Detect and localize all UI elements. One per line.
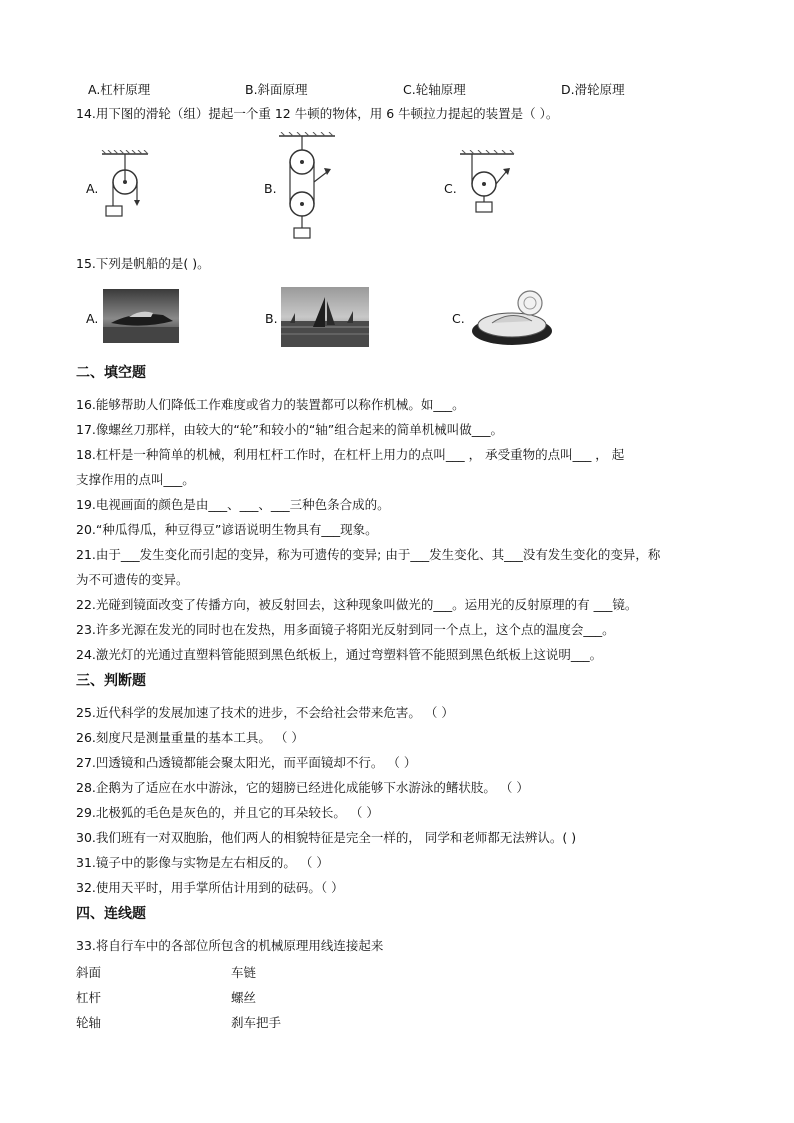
q13-option-d: D.滑轮原理 xyxy=(561,82,625,97)
match-left-item: 斜面 xyxy=(76,965,102,980)
q17-text: 17.像螺丝刀那样，由较大的“轮”和较小的“轴”组合起来的简单机械叫做___。 xyxy=(76,422,504,437)
q31-text: 31.镜子中的影像与实物是左右相反的。 （ ） xyxy=(76,855,329,870)
q14-option-a-label: A. xyxy=(86,181,99,196)
q13-option-b: B.斜面原理 xyxy=(245,82,308,97)
q20-text: 20.“种瓜得瓜，种豆得豆”谚语说明生物具有___现象。 xyxy=(76,522,378,537)
match-left-item: 轮轴 xyxy=(76,1015,102,1030)
q29-text: 29.北极狐的毛色是灰色的，并且它的耳朵较长。 （ ） xyxy=(76,805,379,820)
q33-text: 33.将自行车中的各部位所包含的机械原理用线连接起来 xyxy=(76,938,384,953)
q24-text: 24.激光灯的光通过直塑料管能照到黑色纸板上，通过弯塑料管不能照到黑色纸板上这说明___。 xyxy=(76,647,603,662)
q21-text-line1: 21.由于___发生变化而引起的变异，称为可遗传的变异; 由于___发生变化、其___没有发生变化的变异，称 xyxy=(76,547,661,562)
q18-text-line2: 支撑作用的点叫___。 xyxy=(76,472,195,487)
q32-text: 32.使用天平时，用手掌所估计用到的砝码。（ ） xyxy=(76,880,344,895)
hovercraft-photo xyxy=(470,283,556,351)
q13-option-a: A.杠杆原理 xyxy=(88,82,151,97)
pulley-block-diagram-b xyxy=(277,132,337,242)
section-4-heading: 四、连线题 xyxy=(76,906,146,922)
q18-text-line1: 18.杠杆是一种简单的机械，利用杠杆工作时，在杠杆上用力的点叫___ ， 承受重物的点叫___ ， 起 xyxy=(76,447,625,462)
q16-text: 16.能够帮助人们降低工作难度或省力的装置都可以称作机械。如___。 xyxy=(76,397,465,412)
match-right-item: 车链 xyxy=(231,965,257,980)
speedboat-photo xyxy=(103,289,179,343)
q19-text: 19.电视画面的颜色是由___、___、___三种色条合成的。 xyxy=(76,497,390,512)
q30-text: 30.我们班有一对双胞胎，他们两人的相貌特征是完全一样的， 同学和老师都无法辨认。( ) xyxy=(76,830,577,845)
q25-text: 25.近代科学的发展加速了技术的进步，不会给社会带来危害。 （ ） xyxy=(76,705,454,720)
q13-option-c: C.轮轴原理 xyxy=(403,82,466,97)
match-right-item: 刹车把手 xyxy=(231,1015,282,1030)
q15-text: 15.下列是帆船的是( )。 xyxy=(76,256,210,271)
q14-option-b-label: B. xyxy=(264,181,277,196)
q14-option-c-label: C. xyxy=(444,181,457,196)
match-right-item: 螺丝 xyxy=(231,990,257,1005)
q28-text: 28.企鹅为了适应在水中游泳，它的翅膀已经进化成能够下水游泳的鳍状肢。 （ ） xyxy=(76,780,529,795)
sailboat-photo xyxy=(281,287,369,347)
pulley-movable-diagram-c xyxy=(458,150,516,218)
q27-text: 27.凹透镜和凸透镜都能会聚太阳光，而平面镜却不行。 （ ） xyxy=(76,755,417,770)
q15-option-c-label: C. xyxy=(452,311,465,326)
match-left-item: 杠杆 xyxy=(76,990,102,1005)
section-3-heading: 三、判断题 xyxy=(76,673,146,689)
section-2-heading: 二、填空题 xyxy=(76,365,146,381)
q26-text: 26.刻度尺是测量重量的基本工具。 （ ） xyxy=(76,730,304,745)
q21-text-line2: 为不可遗传的变异。 xyxy=(76,572,189,587)
q22-text: 22.光碰到镜面改变了传播方向，被反射回去，这种现象叫做光的___。运用光的反射原理的有 ___镜。 xyxy=(76,597,638,612)
pulley-fixed-diagram-a xyxy=(100,150,150,222)
q14-text: 14.用下图的滑轮（组）提起一个重 12 牛顿的物体，用 6 牛顿拉力提起的装置是（ ）。 xyxy=(76,106,559,121)
q15-option-a-label: A. xyxy=(86,311,99,326)
q15-option-b-label: B. xyxy=(265,311,278,326)
q23-text: 23.许多光源在发光的同时也在发热，用多面镜子将阳光反射到同一个点上，这个点的温度会___。 xyxy=(76,622,615,637)
